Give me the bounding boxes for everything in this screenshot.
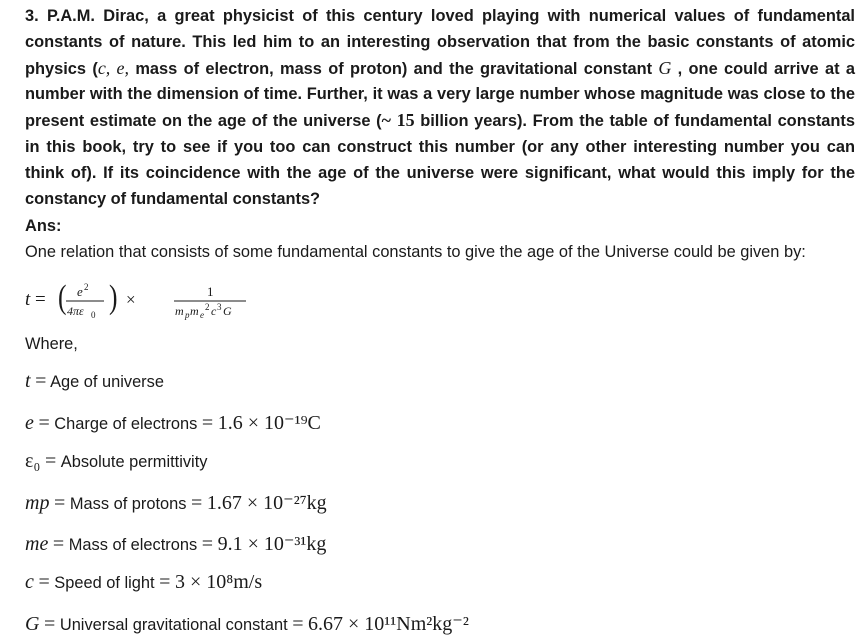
svg-text:=: = bbox=[35, 289, 46, 311]
question-lead: 3. P.A.M. Dirac, a great physicist of this century loved playing with numerical values of fundamental constants of nature. This led him to an interesting observation that from the basic constants of atomic physics ( bbox=[25, 7, 855, 78]
svg-text:×: × bbox=[126, 290, 136, 310]
definition-row: G = Universal gravitational constant = 6.67 × 10¹¹Nm²kg⁻² bbox=[25, 613, 469, 636]
def-symbol: ε₀ bbox=[25, 450, 41, 473]
definition-row: e = Charge of electrons = 1.6 × 10⁻¹⁹C bbox=[25, 412, 321, 435]
question-vars: c, e, bbox=[97, 57, 130, 78]
def-value: 1.6 × 10⁻¹⁹C bbox=[217, 412, 321, 435]
question-text bbox=[25, 4, 855, 212]
definition-row: ε₀ = Absolute permittivity bbox=[25, 450, 208, 473]
definition-row: me = Mass of electrons = 9.1 × 10⁻³¹kg bbox=[25, 533, 327, 556]
svg-text:t: t bbox=[25, 289, 31, 311]
def-symbol: t bbox=[25, 370, 31, 393]
def-value: 9.1 × 10⁻³¹kg bbox=[217, 533, 327, 556]
svg-text:G: G bbox=[223, 304, 232, 319]
intro-text: One relation that consists of some fundamental constants to give the age of the Universe could be given by: bbox=[25, 243, 806, 262]
def-desc: Age of universe bbox=[50, 373, 164, 392]
definitions-list bbox=[25, 356, 855, 636]
def-desc: Universal gravitational constant bbox=[59, 616, 288, 635]
def-symbol: me bbox=[25, 533, 49, 556]
def-value: 3 × 10⁸m/s bbox=[174, 571, 263, 594]
def-desc: Charge of electrons bbox=[54, 415, 198, 434]
svg-text:2: 2 bbox=[205, 302, 210, 313]
def-desc: Mass of protons bbox=[69, 495, 187, 514]
svg-text:p: p bbox=[185, 310, 190, 321]
question-mid2: , one could arrive at a number with the dimension of time. Further, it was a very large number whose magnitude was close to the present estimate on the age of the universe ( bbox=[25, 59, 855, 131]
svg-text:e: e bbox=[77, 284, 83, 300]
where-label: Where, bbox=[25, 335, 78, 354]
def-desc: Absolute permittivity bbox=[60, 453, 208, 472]
def-symbol: e bbox=[25, 412, 34, 435]
def-symbol: c bbox=[25, 571, 34, 594]
solution-page bbox=[25, 0, 855, 636]
svg-text:m: m bbox=[190, 304, 199, 319]
svg-text:3: 3 bbox=[217, 302, 222, 313]
definition-row: mp = Mass of protons = 1.67 × 10⁻²⁷kg bbox=[25, 492, 327, 515]
formula-svg bbox=[25, 264, 265, 326]
svg-text:2: 2 bbox=[84, 282, 89, 293]
def-symbol: G bbox=[25, 613, 40, 636]
question-approx: ~ 15 bbox=[381, 110, 415, 131]
answer-label: Ans: bbox=[25, 217, 62, 236]
def-value: 6.67 × 10¹¹Nm²kg⁻² bbox=[308, 613, 469, 636]
age-formula bbox=[25, 264, 855, 326]
svg-text:1: 1 bbox=[207, 284, 214, 300]
svg-text:c: c bbox=[211, 304, 217, 319]
svg-text:): ) bbox=[109, 277, 118, 317]
definition-row: t = Age of universe bbox=[25, 370, 164, 393]
svg-text:(: ( bbox=[58, 277, 67, 317]
svg-text:4πε: 4πε bbox=[67, 304, 84, 319]
question-mid1: mass of electron, mass of proton) and the gravitational constant bbox=[129, 59, 659, 78]
def-symbol: mp bbox=[25, 492, 50, 515]
svg-text:0: 0 bbox=[91, 310, 96, 321]
def-desc: Speed of light bbox=[54, 574, 155, 593]
question-g-symbol: G bbox=[658, 57, 672, 78]
question-tail: billion years). From the table of fundamental constants in this book, try to see if you too can construct this number (or any other interesting number you can think of). If its coincidence with the age of the universe were significant, what would this imply for the constancy of fundamental constants? bbox=[25, 112, 855, 208]
definition-row: c = Speed of light = 3 × 10⁸m/s bbox=[25, 571, 263, 594]
svg-text:m: m bbox=[175, 304, 184, 319]
svg-text:e: e bbox=[200, 310, 204, 321]
def-desc: Mass of electrons bbox=[68, 536, 198, 555]
def-value: 1.67 × 10⁻²⁷kg bbox=[206, 492, 327, 515]
